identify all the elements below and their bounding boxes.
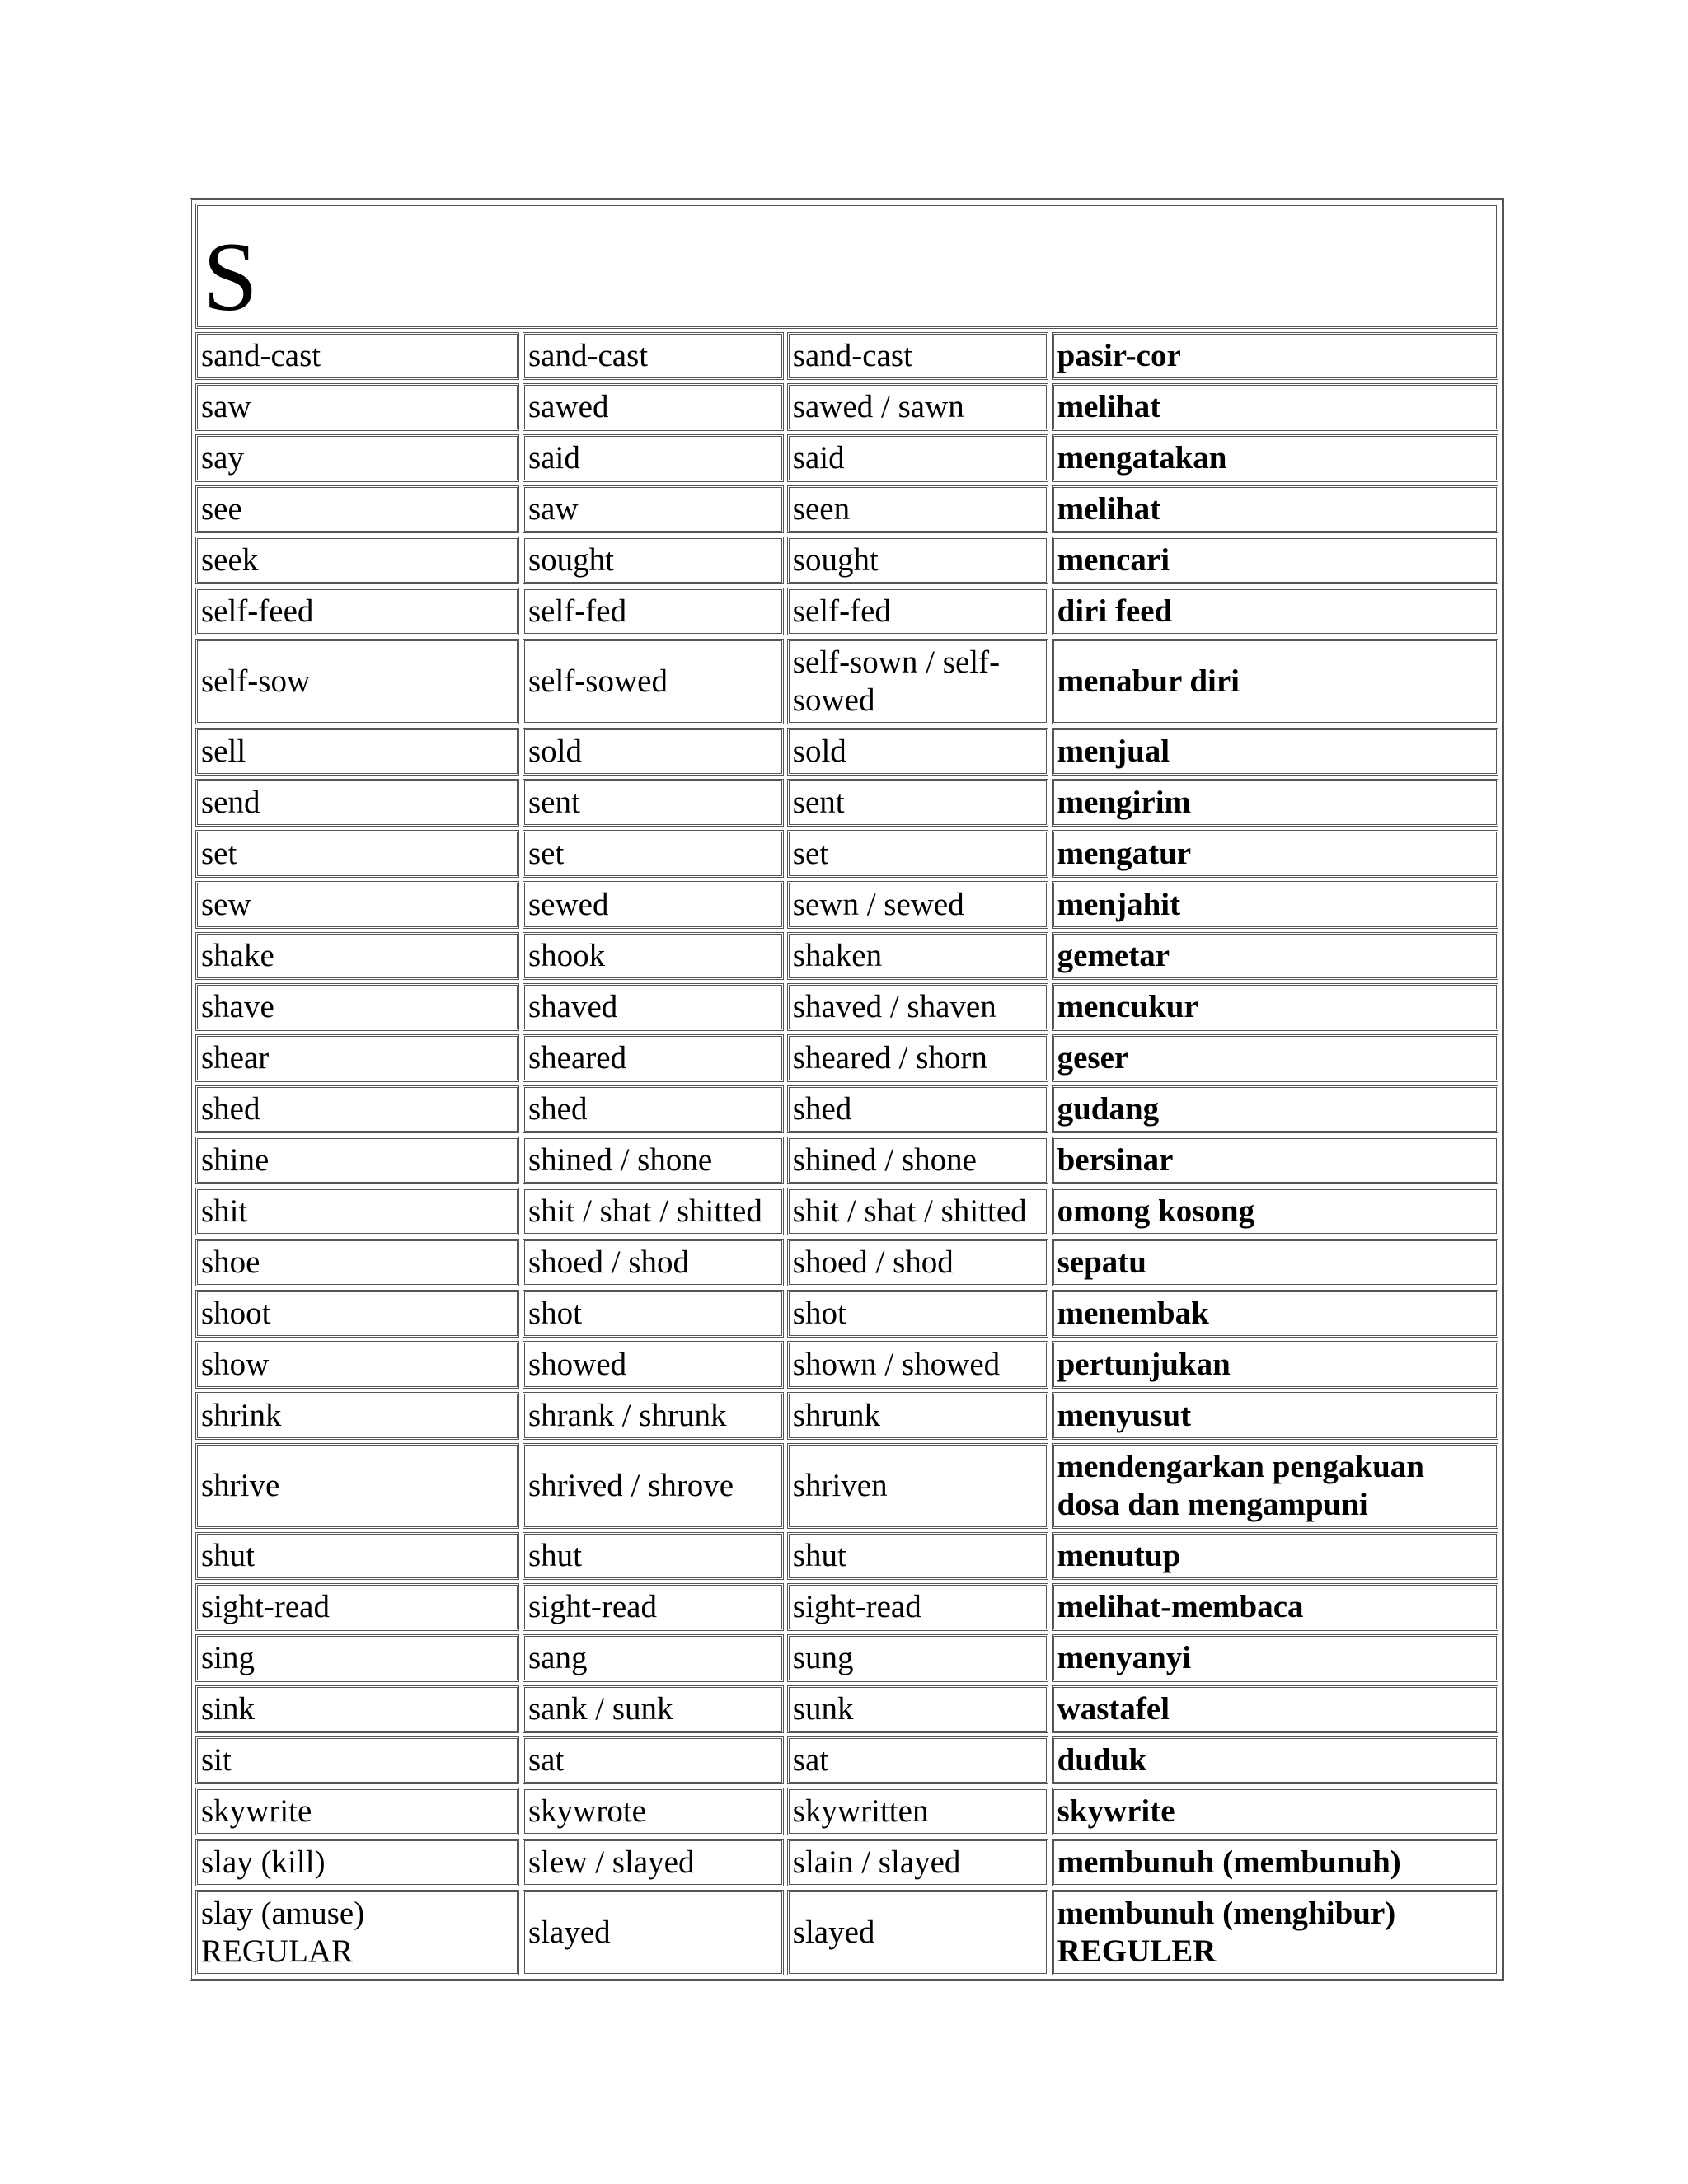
verb-past-simple: skywrote [523, 1788, 784, 1835]
verb-base-form: shrive [195, 1443, 519, 1529]
table-row [195, 728, 1498, 776]
verb-translation: bersinar [1052, 1137, 1498, 1184]
verb-past-participle: slain / slayed [787, 1839, 1048, 1886]
verb-past-participle: self-sown / self-sowed [787, 639, 1048, 724]
verb-past-participle: self-fed [787, 588, 1048, 635]
table-row [195, 1137, 1498, 1184]
verb-translation: diri feed [1052, 588, 1498, 635]
verb-translation: melihat [1052, 485, 1498, 533]
verb-translation: gemetar [1052, 932, 1498, 980]
table-row [195, 1034, 1498, 1082]
table-row [195, 932, 1498, 980]
verb-translation: mengatakan [1052, 434, 1498, 482]
verb-base-form: shrink [195, 1392, 519, 1440]
verb-past-simple: sheared [523, 1034, 784, 1082]
verb-base-form: shake [195, 932, 519, 980]
verb-base-form: sing [195, 1634, 519, 1682]
verb-past-simple: sand-cast [523, 332, 784, 380]
verb-past-simple: showed [523, 1341, 784, 1389]
verb-translation: mencukur [1052, 983, 1498, 1031]
verb-past-participle: slayed [787, 1890, 1048, 1975]
verb-past-simple: shit / shat / shitted [523, 1188, 784, 1235]
verb-past-participle: sand-cast [787, 332, 1048, 380]
verb-past-participle: shriven [787, 1443, 1048, 1529]
table-row [195, 779, 1498, 827]
verb-past-simple: shined / shone [523, 1137, 784, 1184]
verb-base-form: self-feed [195, 588, 519, 635]
verb-past-simple: sang [523, 1634, 784, 1682]
verb-past-simple: slew / slayed [523, 1839, 784, 1886]
table-row [195, 639, 1498, 724]
table-row [195, 1443, 1498, 1529]
verb-past-participle: shrunk [787, 1392, 1048, 1440]
verb-past-participle: said [787, 434, 1048, 482]
verb-translation: membunuh (membunuh) [1052, 1839, 1498, 1886]
verb-translation: menyanyi [1052, 1634, 1498, 1682]
verb-base-form: say [195, 434, 519, 482]
table-row [195, 485, 1498, 533]
verb-base-form: see [195, 485, 519, 533]
verb-past-simple: sawed [523, 383, 784, 431]
table-row [195, 1392, 1498, 1440]
table-row [195, 1839, 1498, 1886]
verb-past-simple: shrived / shrove [523, 1443, 784, 1529]
verb-base-form: saw [195, 383, 519, 431]
verb-base-form: shed [195, 1085, 519, 1133]
verb-base-form: send [195, 779, 519, 827]
verb-past-simple: set [523, 830, 784, 878]
table-row [195, 332, 1498, 380]
verb-past-participle: shit / shat / shitted [787, 1188, 1048, 1235]
verb-past-participle: sawed / sawn [787, 383, 1048, 431]
verb-past-simple: sold [523, 728, 784, 776]
verb-past-simple: said [523, 434, 784, 482]
verb-translation: omong kosong [1052, 1188, 1498, 1235]
verb-base-form: slay (amuse) REGULAR [195, 1890, 519, 1975]
verb-past-simple: sent [523, 779, 784, 827]
verb-past-simple: shut [523, 1532, 784, 1580]
verb-translation: mencari [1052, 537, 1498, 584]
verb-translation: menjahit [1052, 881, 1498, 929]
verb-base-form: sit [195, 1736, 519, 1784]
verb-past-participle: shoed / shod [787, 1239, 1048, 1286]
verb-translation: menjual [1052, 728, 1498, 776]
verb-base-form: shave [195, 983, 519, 1031]
verb-past-simple: sight-read [523, 1583, 784, 1631]
verb-past-participle: sight-read [787, 1583, 1048, 1631]
verb-translation: menutup [1052, 1532, 1498, 1580]
verb-translation: sepatu [1052, 1239, 1498, 1286]
verb-base-form: shear [195, 1034, 519, 1082]
table-row [195, 537, 1498, 584]
verb-past-simple: shrank / shrunk [523, 1392, 784, 1440]
verb-base-form: seek [195, 537, 519, 584]
verb-translation: pasir-cor [1052, 332, 1498, 380]
verb-translation: menabur diri [1052, 639, 1498, 724]
verb-past-participle: set [787, 830, 1048, 878]
verb-translation: pertunjukan [1052, 1341, 1498, 1389]
verb-past-participle: sewn / sewed [787, 881, 1048, 929]
irregular-verb-table [190, 198, 1504, 1981]
table-row [195, 1239, 1498, 1286]
verb-past-participle: shot [787, 1290, 1048, 1338]
table-row [195, 1341, 1498, 1389]
verb-past-participle: sought [787, 537, 1048, 584]
verb-translation: skywrite [1052, 1788, 1498, 1835]
verb-base-form: sink [195, 1685, 519, 1733]
table-row [195, 983, 1498, 1031]
verb-base-form: sew [195, 881, 519, 929]
verb-base-form: sell [195, 728, 519, 776]
verb-past-participle: shaved / shaven [787, 983, 1048, 1031]
verb-past-participle: seen [787, 485, 1048, 533]
verb-base-form: shut [195, 1532, 519, 1580]
verb-past-participle: skywritten [787, 1788, 1048, 1835]
verb-past-simple: slayed [523, 1890, 784, 1975]
table-row [195, 1788, 1498, 1835]
section-header-row [195, 204, 1498, 329]
verb-past-simple: shoed / shod [523, 1239, 784, 1286]
verb-base-form: sight-read [195, 1583, 519, 1631]
verb-past-participle: sent [787, 779, 1048, 827]
verb-past-simple: sank / sunk [523, 1685, 784, 1733]
verb-past-participle: shaken [787, 932, 1048, 980]
verb-base-form: shit [195, 1188, 519, 1235]
verb-past-simple: shaved [523, 983, 784, 1031]
table-row [195, 1736, 1498, 1784]
verb-base-form: shoot [195, 1290, 519, 1338]
verb-translation: mengirim [1052, 779, 1498, 827]
verb-past-simple: self-sowed [523, 639, 784, 724]
verb-past-simple: shot [523, 1290, 784, 1338]
verb-base-form: set [195, 830, 519, 878]
table-row [195, 881, 1498, 929]
section-letter: S [195, 204, 1498, 329]
verb-translation: wastafel [1052, 1685, 1498, 1733]
verb-base-form: self-sow [195, 639, 519, 724]
verb-past-participle: shined / shone [787, 1137, 1048, 1184]
verb-translation: menembak [1052, 1290, 1498, 1338]
table-row [195, 1685, 1498, 1733]
table-row [195, 830, 1498, 878]
verb-past-participle: shed [787, 1085, 1048, 1133]
verb-past-participle: sat [787, 1736, 1048, 1784]
verb-base-form: shine [195, 1137, 519, 1184]
table-row [195, 1290, 1498, 1338]
verb-past-simple: sat [523, 1736, 784, 1784]
verb-base-form: slay (kill) [195, 1839, 519, 1886]
verb-translation: mengatur [1052, 830, 1498, 878]
verb-base-form: shoe [195, 1239, 519, 1286]
verb-past-simple: shed [523, 1085, 784, 1133]
table-row [195, 383, 1498, 431]
table-row [195, 1085, 1498, 1133]
verb-past-simple: saw [523, 485, 784, 533]
verb-past-simple: sewed [523, 881, 784, 929]
verb-translation: melihat [1052, 383, 1498, 431]
verb-past-participle: sunk [787, 1685, 1048, 1733]
table-row [195, 434, 1498, 482]
table-row [195, 588, 1498, 635]
verb-translation: melihat-membaca [1052, 1583, 1498, 1631]
verb-translation: duduk [1052, 1736, 1498, 1784]
table-row [195, 1890, 1498, 1975]
verb-table-body [195, 204, 1498, 1975]
verb-base-form: sand-cast [195, 332, 519, 380]
verb-past-participle: sung [787, 1634, 1048, 1682]
table-row [195, 1188, 1498, 1235]
verb-base-form: show [195, 1341, 519, 1389]
table-row [195, 1532, 1498, 1580]
verb-past-participle: sheared / shorn [787, 1034, 1048, 1082]
verb-past-simple: shook [523, 932, 784, 980]
table-row [195, 1583, 1498, 1631]
verb-past-participle: shut [787, 1532, 1048, 1580]
verb-translation: gudang [1052, 1085, 1498, 1133]
verb-translation: menyusut [1052, 1392, 1498, 1440]
verb-translation: membunuh (menghibur) REGULER [1052, 1890, 1498, 1975]
verb-past-participle: shown / showed [787, 1341, 1048, 1389]
verb-base-form: skywrite [195, 1788, 519, 1835]
verb-translation: geser [1052, 1034, 1498, 1082]
verb-past-simple: sought [523, 537, 784, 584]
verb-past-participle: sold [787, 728, 1048, 776]
table-row [195, 1634, 1498, 1682]
verb-past-simple: self-fed [523, 588, 784, 635]
verb-translation: mendengarkan pengakuan dosa dan mengampuni [1052, 1443, 1498, 1529]
